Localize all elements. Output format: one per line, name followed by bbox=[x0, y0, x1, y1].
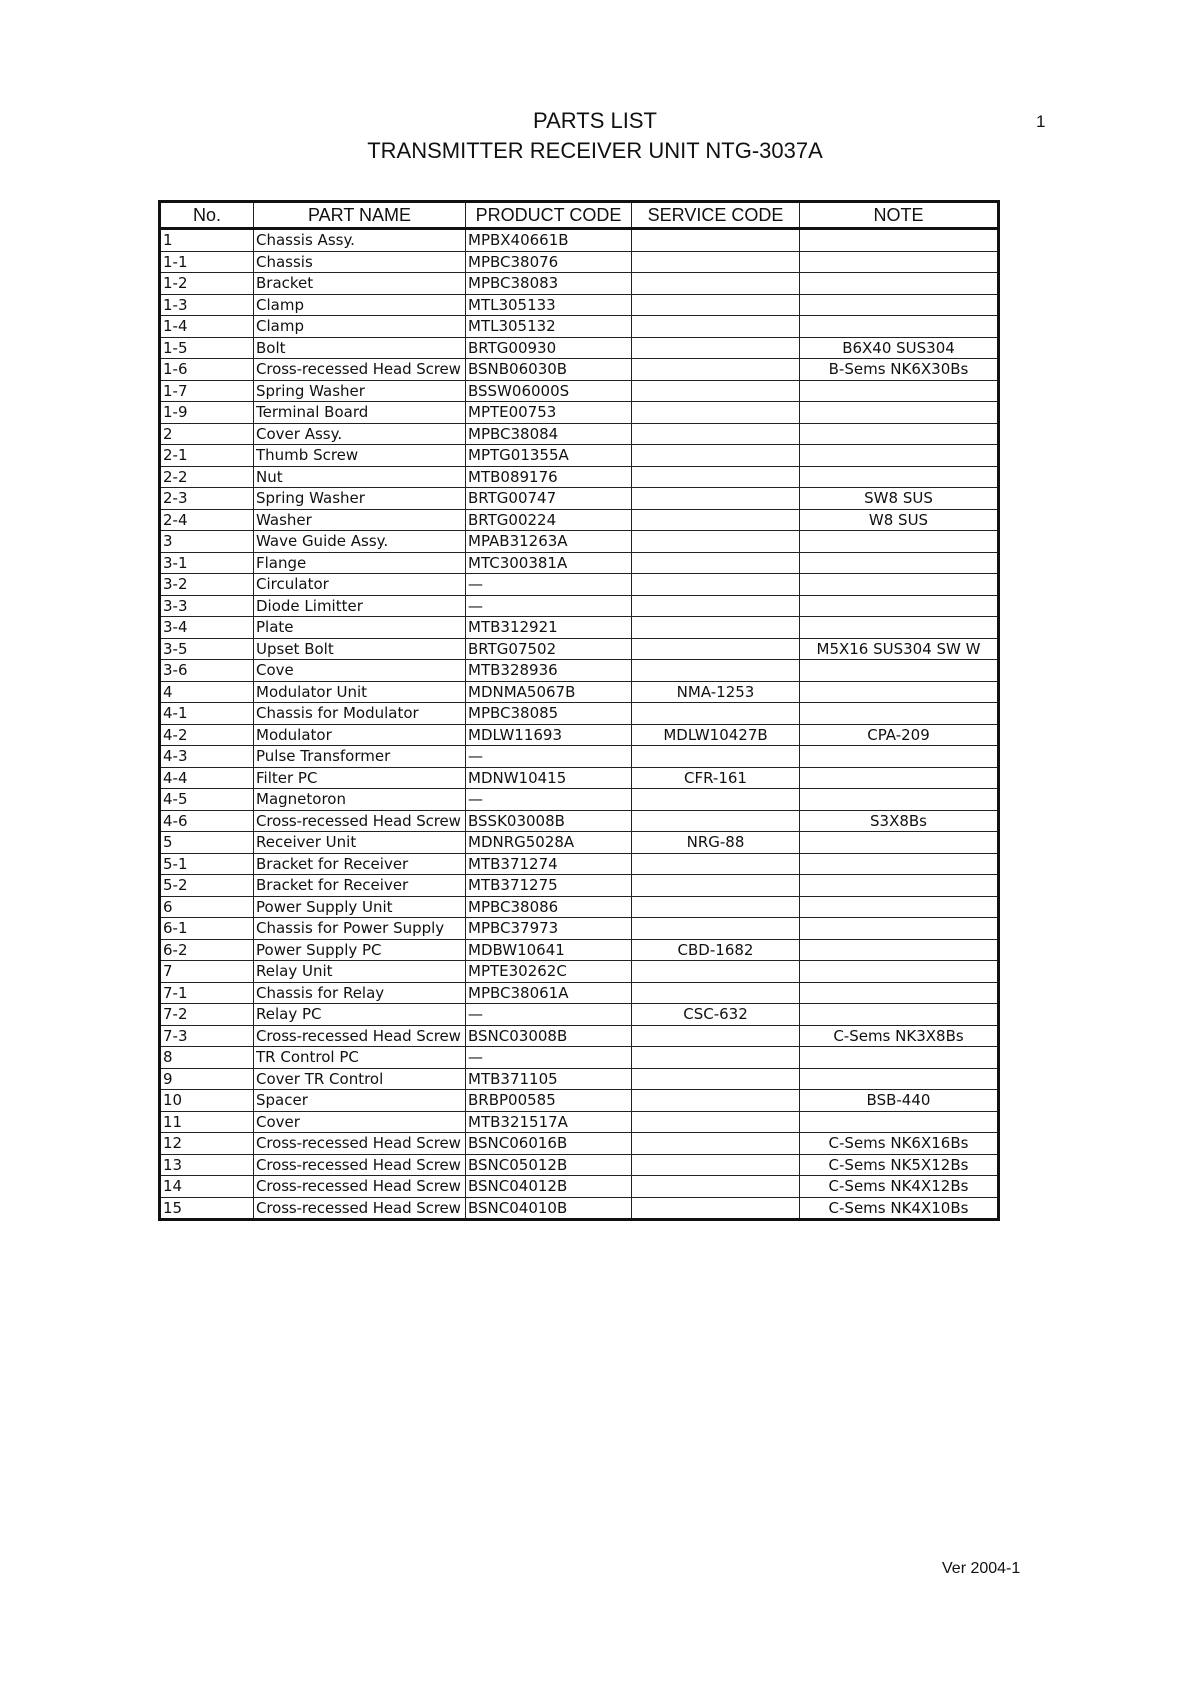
page-number: 1 bbox=[1036, 112, 1046, 131]
cell-part-name: Chassis for Modulator bbox=[254, 703, 466, 725]
table-header-row bbox=[160, 202, 999, 229]
cell-note bbox=[800, 789, 999, 811]
cell-no: 4-1 bbox=[160, 703, 254, 725]
cell-part-name: Cross-recessed Head Screw bbox=[254, 1197, 466, 1220]
version-label: Ver 2004-1 bbox=[942, 1560, 1021, 1577]
cell-note bbox=[800, 1004, 999, 1026]
cell-part-name: Relay Unit bbox=[254, 961, 466, 983]
cell-product-code: MPBC38083 bbox=[466, 273, 632, 295]
table-row bbox=[160, 1025, 999, 1047]
cell-part-name: Cross-recessed Head Screw bbox=[254, 1025, 466, 1047]
cell-service-code bbox=[632, 1154, 800, 1176]
cell-no: 5-2 bbox=[160, 875, 254, 897]
cell-product-code: MPAB31263A bbox=[466, 531, 632, 553]
cell-no: 6-2 bbox=[160, 939, 254, 961]
cell-note bbox=[800, 402, 999, 424]
table-row bbox=[160, 423, 999, 445]
cell-part-name: Chassis Assy. bbox=[254, 229, 466, 252]
table-row bbox=[160, 509, 999, 531]
cell-product-code: — bbox=[466, 1004, 632, 1026]
cell-service-code bbox=[632, 488, 800, 510]
cell-service-code bbox=[632, 982, 800, 1004]
cell-product-code: MPBC38085 bbox=[466, 703, 632, 725]
cell-service-code bbox=[632, 875, 800, 897]
cell-service-code bbox=[632, 423, 800, 445]
cell-service-code: CFR-161 bbox=[632, 767, 800, 789]
cell-product-code: MTL305132 bbox=[466, 316, 632, 338]
cell-part-name: Nut bbox=[254, 466, 466, 488]
table-row bbox=[160, 359, 999, 381]
cell-note: W8 SUS bbox=[800, 509, 999, 531]
table-row bbox=[160, 810, 999, 832]
column-header-product-code: PRODUCT CODE bbox=[466, 202, 632, 229]
cell-service-code bbox=[632, 660, 800, 682]
cell-part-name: Chassis for Power Supply bbox=[254, 918, 466, 940]
table-row bbox=[160, 1176, 999, 1198]
table-row bbox=[160, 1047, 999, 1069]
cell-service-code bbox=[632, 703, 800, 725]
cell-product-code: MPBC38086 bbox=[466, 896, 632, 918]
table-row bbox=[160, 552, 999, 574]
cell-note bbox=[800, 617, 999, 639]
cell-part-name: Spring Washer bbox=[254, 380, 466, 402]
cell-no: 4-6 bbox=[160, 810, 254, 832]
cell-service-code bbox=[632, 316, 800, 338]
cell-no: 10 bbox=[160, 1090, 254, 1112]
cell-no: 1-4 bbox=[160, 316, 254, 338]
cell-product-code: BSNC04010B bbox=[466, 1197, 632, 1220]
cell-no: 12 bbox=[160, 1133, 254, 1155]
cell-part-name: Thumb Screw bbox=[254, 445, 466, 467]
table-row bbox=[160, 896, 999, 918]
cell-part-name: Relay PC bbox=[254, 1004, 466, 1026]
cell-part-name: Wave Guide Assy. bbox=[254, 531, 466, 553]
cell-note: C-Sems NK4X10Bs bbox=[800, 1197, 999, 1220]
cell-no: 7-1 bbox=[160, 982, 254, 1004]
cell-product-code: BRTG00224 bbox=[466, 509, 632, 531]
cell-part-name: Terminal Board bbox=[254, 402, 466, 424]
table-row bbox=[160, 681, 999, 703]
cell-service-code bbox=[632, 337, 800, 359]
cell-note bbox=[800, 229, 999, 252]
cell-no: 2-1 bbox=[160, 445, 254, 467]
cell-note: S3X8Bs bbox=[800, 810, 999, 832]
cell-service-code bbox=[632, 251, 800, 273]
cell-note bbox=[800, 832, 999, 854]
cell-no: 8 bbox=[160, 1047, 254, 1069]
cell-service-code: MDLW10427B bbox=[632, 724, 800, 746]
table-row bbox=[160, 1133, 999, 1155]
cell-note bbox=[800, 1068, 999, 1090]
table-row bbox=[160, 1197, 999, 1220]
cell-note bbox=[800, 982, 999, 1004]
cell-product-code: MTB371275 bbox=[466, 875, 632, 897]
cell-service-code bbox=[632, 789, 800, 811]
cell-note bbox=[800, 294, 999, 316]
cell-note: C-Sems NK3X8Bs bbox=[800, 1025, 999, 1047]
table-row bbox=[160, 273, 999, 295]
cell-note bbox=[800, 1111, 999, 1133]
cell-no: 3-1 bbox=[160, 552, 254, 574]
cell-no: 4-3 bbox=[160, 746, 254, 768]
cell-part-name: TR Control PC bbox=[254, 1047, 466, 1069]
cell-product-code: MDNMA5067B bbox=[466, 681, 632, 703]
cell-no: 5-1 bbox=[160, 853, 254, 875]
cell-no: 15 bbox=[160, 1197, 254, 1220]
cell-service-code bbox=[632, 294, 800, 316]
table-row bbox=[160, 445, 999, 467]
parts-table bbox=[158, 200, 1000, 1221]
cell-service-code bbox=[632, 638, 800, 660]
cell-service-code bbox=[632, 359, 800, 381]
cell-no: 7 bbox=[160, 961, 254, 983]
cell-service-code: NMA-1253 bbox=[632, 681, 800, 703]
cell-part-name: Cove bbox=[254, 660, 466, 682]
cell-service-code bbox=[632, 961, 800, 983]
cell-part-name: Bracket bbox=[254, 273, 466, 295]
cell-note: M5X16 SUS304 SW W bbox=[800, 638, 999, 660]
cell-product-code: MTB371274 bbox=[466, 853, 632, 875]
cell-product-code: MPBC38061A bbox=[466, 982, 632, 1004]
table-row bbox=[160, 853, 999, 875]
cell-product-code: MDBW10641 bbox=[466, 939, 632, 961]
cell-no: 4-2 bbox=[160, 724, 254, 746]
table-row bbox=[160, 229, 999, 252]
cell-part-name: Cross-recessed Head Screw bbox=[254, 1133, 466, 1155]
cell-note: B-Sems NK6X30Bs bbox=[800, 359, 999, 381]
table-row bbox=[160, 982, 999, 1004]
cell-product-code: MTB089176 bbox=[466, 466, 632, 488]
cell-part-name: Chassis bbox=[254, 251, 466, 273]
cell-product-code: MPBC37973 bbox=[466, 918, 632, 940]
cell-note bbox=[800, 445, 999, 467]
cell-no: 14 bbox=[160, 1176, 254, 1198]
cell-part-name: Flange bbox=[254, 552, 466, 574]
cell-note: C-Sems NK6X16Bs bbox=[800, 1133, 999, 1155]
cell-service-code bbox=[632, 746, 800, 768]
table-row bbox=[160, 380, 999, 402]
cell-no: 5 bbox=[160, 832, 254, 854]
cell-service-code bbox=[632, 402, 800, 424]
cell-note bbox=[800, 316, 999, 338]
cell-no: 3-6 bbox=[160, 660, 254, 682]
cell-part-name: Bracket for Receiver bbox=[254, 853, 466, 875]
cell-part-name: Cross-recessed Head Screw bbox=[254, 810, 466, 832]
cell-service-code bbox=[632, 1176, 800, 1198]
cell-product-code: — bbox=[466, 1047, 632, 1069]
cell-no: 4-4 bbox=[160, 767, 254, 789]
cell-product-code: — bbox=[466, 595, 632, 617]
table-row bbox=[160, 337, 999, 359]
table-row bbox=[160, 660, 999, 682]
cell-note bbox=[800, 896, 999, 918]
cell-service-code bbox=[632, 918, 800, 940]
cell-note bbox=[800, 746, 999, 768]
cell-no: 2-2 bbox=[160, 466, 254, 488]
cell-no: 2 bbox=[160, 423, 254, 445]
column-header-note: NOTE bbox=[800, 202, 999, 229]
cell-no: 1-3 bbox=[160, 294, 254, 316]
cell-note bbox=[800, 466, 999, 488]
cell-part-name: Chassis for Relay bbox=[254, 982, 466, 1004]
cell-service-code bbox=[632, 380, 800, 402]
cell-note bbox=[800, 531, 999, 553]
cell-service-code bbox=[632, 1025, 800, 1047]
cell-no: 4 bbox=[160, 681, 254, 703]
cell-service-code: CSC-632 bbox=[632, 1004, 800, 1026]
cell-product-code: MPBC38084 bbox=[466, 423, 632, 445]
cell-product-code: MDLW11693 bbox=[466, 724, 632, 746]
cell-service-code bbox=[632, 552, 800, 574]
cell-product-code: BSSW06000S bbox=[466, 380, 632, 402]
table-row bbox=[160, 488, 999, 510]
cell-product-code: MDNW10415 bbox=[466, 767, 632, 789]
table-row bbox=[160, 767, 999, 789]
page-subtitle: TRANSMITTER RECEIVER UNIT NTG-3037A bbox=[367, 138, 823, 163]
cell-service-code bbox=[632, 273, 800, 295]
cell-no: 6 bbox=[160, 896, 254, 918]
cell-service-code bbox=[632, 853, 800, 875]
cell-no: 1-6 bbox=[160, 359, 254, 381]
cell-no: 3-4 bbox=[160, 617, 254, 639]
cell-product-code: MPBC38076 bbox=[466, 251, 632, 273]
table-row bbox=[160, 724, 999, 746]
table-row bbox=[160, 746, 999, 768]
cell-no: 1-2 bbox=[160, 273, 254, 295]
table-row bbox=[160, 466, 999, 488]
cell-part-name: Power Supply PC bbox=[254, 939, 466, 961]
cell-note bbox=[800, 939, 999, 961]
cell-product-code: BRTG00930 bbox=[466, 337, 632, 359]
cell-service-code: CBD-1682 bbox=[632, 939, 800, 961]
cell-note: SW8 SUS bbox=[800, 488, 999, 510]
cell-product-code: — bbox=[466, 574, 632, 596]
cell-note bbox=[800, 251, 999, 273]
table-row bbox=[160, 789, 999, 811]
cell-product-code: BRTG07502 bbox=[466, 638, 632, 660]
cell-note bbox=[800, 552, 999, 574]
cell-no: 1-7 bbox=[160, 380, 254, 402]
cell-note: C-Sems NK4X12Bs bbox=[800, 1176, 999, 1198]
cell-part-name: Filter PC bbox=[254, 767, 466, 789]
cell-part-name: Diode Limitter bbox=[254, 595, 466, 617]
cell-note bbox=[800, 574, 999, 596]
cell-note: C-Sems NK5X12Bs bbox=[800, 1154, 999, 1176]
table-row bbox=[160, 1068, 999, 1090]
cell-note bbox=[800, 853, 999, 875]
table-row bbox=[160, 1154, 999, 1176]
cell-product-code: MPTE00753 bbox=[466, 402, 632, 424]
cell-part-name: Cross-recessed Head Screw bbox=[254, 359, 466, 381]
cell-note: B6X40 SUS304 bbox=[800, 337, 999, 359]
table-row bbox=[160, 875, 999, 897]
cell-product-code: BSNC06016B bbox=[466, 1133, 632, 1155]
cell-product-code: MTL305133 bbox=[466, 294, 632, 316]
cell-part-name: Washer bbox=[254, 509, 466, 531]
cell-service-code bbox=[632, 810, 800, 832]
cell-no: 2-4 bbox=[160, 509, 254, 531]
cell-part-name: Plate bbox=[254, 617, 466, 639]
cell-note bbox=[800, 918, 999, 940]
cell-no: 11 bbox=[160, 1111, 254, 1133]
cell-service-code bbox=[632, 466, 800, 488]
cell-product-code: MTB328936 bbox=[466, 660, 632, 682]
cell-part-name: Circulator bbox=[254, 574, 466, 596]
cell-no: 7-3 bbox=[160, 1025, 254, 1047]
cell-note bbox=[800, 380, 999, 402]
cell-note bbox=[800, 660, 999, 682]
cell-product-code: BSNC03008B bbox=[466, 1025, 632, 1047]
cell-service-code bbox=[632, 509, 800, 531]
table-row bbox=[160, 918, 999, 940]
cell-service-code bbox=[632, 531, 800, 553]
cell-product-code: BRTG00747 bbox=[466, 488, 632, 510]
cell-product-code: MPTG01355A bbox=[466, 445, 632, 467]
cell-product-code: BSSK03008B bbox=[466, 810, 632, 832]
cell-product-code: MTB312921 bbox=[466, 617, 632, 639]
cell-part-name: Cover Assy. bbox=[254, 423, 466, 445]
cell-product-code: MTC300381A bbox=[466, 552, 632, 574]
table-row bbox=[160, 832, 999, 854]
cell-no: 1-9 bbox=[160, 402, 254, 424]
cell-product-code: MPTE30262C bbox=[466, 961, 632, 983]
cell-part-name: Spacer bbox=[254, 1090, 466, 1112]
cell-no: 9 bbox=[160, 1068, 254, 1090]
cell-note bbox=[800, 961, 999, 983]
cell-service-code bbox=[632, 1047, 800, 1069]
cell-no: 3-5 bbox=[160, 638, 254, 660]
cell-no: 4-5 bbox=[160, 789, 254, 811]
cell-service-code bbox=[632, 445, 800, 467]
cell-product-code: MTB371105 bbox=[466, 1068, 632, 1090]
cell-product-code: BSNC04012B bbox=[466, 1176, 632, 1198]
cell-product-code: MPBX40661B bbox=[466, 229, 632, 252]
cell-service-code bbox=[632, 1133, 800, 1155]
cell-note bbox=[800, 423, 999, 445]
table-row bbox=[160, 1090, 999, 1112]
cell-no: 13 bbox=[160, 1154, 254, 1176]
cell-product-code: BRBP00585 bbox=[466, 1090, 632, 1112]
cell-no: 3-2 bbox=[160, 574, 254, 596]
cell-part-name: Cross-recessed Head Screw bbox=[254, 1154, 466, 1176]
cell-note bbox=[800, 273, 999, 295]
cell-note bbox=[800, 703, 999, 725]
cell-part-name: Bracket for Receiver bbox=[254, 875, 466, 897]
cell-part-name: Receiver Unit bbox=[254, 832, 466, 854]
cell-note bbox=[800, 595, 999, 617]
page-title: PARTS LIST bbox=[533, 108, 657, 133]
cell-service-code bbox=[632, 595, 800, 617]
table-row bbox=[160, 316, 999, 338]
cell-note: CPA-209 bbox=[800, 724, 999, 746]
table-row bbox=[160, 617, 999, 639]
cell-product-code: — bbox=[466, 746, 632, 768]
cell-part-name: Power Supply Unit bbox=[254, 896, 466, 918]
cell-product-code: BSNB06030B bbox=[466, 359, 632, 381]
cell-no: 1-1 bbox=[160, 251, 254, 273]
table-row bbox=[160, 939, 999, 961]
cell-service-code bbox=[632, 1068, 800, 1090]
table-row bbox=[160, 402, 999, 424]
cell-part-name: Magnetoron bbox=[254, 789, 466, 811]
table-row bbox=[160, 961, 999, 983]
cell-note bbox=[800, 681, 999, 703]
cell-part-name: Cover TR Control bbox=[254, 1068, 466, 1090]
cell-product-code: MTB321517A bbox=[466, 1111, 632, 1133]
table-row bbox=[160, 638, 999, 660]
cell-note: BSB-440 bbox=[800, 1090, 999, 1112]
cell-service-code bbox=[632, 896, 800, 918]
cell-service-code bbox=[632, 617, 800, 639]
cell-service-code bbox=[632, 1111, 800, 1133]
cell-part-name: Spring Washer bbox=[254, 488, 466, 510]
cell-part-name: Clamp bbox=[254, 316, 466, 338]
cell-part-name: Cover bbox=[254, 1111, 466, 1133]
cell-no: 1-5 bbox=[160, 337, 254, 359]
table-row bbox=[160, 1004, 999, 1026]
cell-part-name: Modulator bbox=[254, 724, 466, 746]
table-row bbox=[160, 595, 999, 617]
column-header-no: No. bbox=[160, 202, 254, 229]
cell-part-name: Modulator Unit bbox=[254, 681, 466, 703]
cell-service-code bbox=[632, 1197, 800, 1220]
column-header-part-name: PART NAME bbox=[254, 202, 466, 229]
cell-note bbox=[800, 767, 999, 789]
table-row bbox=[160, 294, 999, 316]
cell-product-code: — bbox=[466, 789, 632, 811]
cell-no: 1 bbox=[160, 229, 254, 252]
cell-part-name: Pulse Transformer bbox=[254, 746, 466, 768]
cell-service-code bbox=[632, 229, 800, 252]
cell-note bbox=[800, 875, 999, 897]
cell-no: 2-3 bbox=[160, 488, 254, 510]
column-header-service-code: SERVICE CODE bbox=[632, 202, 800, 229]
cell-service-code bbox=[632, 1090, 800, 1112]
cell-part-name: Bolt bbox=[254, 337, 466, 359]
cell-service-code bbox=[632, 574, 800, 596]
cell-service-code: NRG-88 bbox=[632, 832, 800, 854]
parts-table-body bbox=[160, 229, 999, 1220]
cell-note bbox=[800, 1047, 999, 1069]
table-row bbox=[160, 251, 999, 273]
table-row bbox=[160, 531, 999, 553]
cell-part-name: Upset Bolt bbox=[254, 638, 466, 660]
cell-part-name: Clamp bbox=[254, 294, 466, 316]
cell-product-code: BSNC05012B bbox=[466, 1154, 632, 1176]
cell-no: 7-2 bbox=[160, 1004, 254, 1026]
table-row bbox=[160, 1111, 999, 1133]
table-row bbox=[160, 574, 999, 596]
cell-no: 6-1 bbox=[160, 918, 254, 940]
cell-no: 3 bbox=[160, 531, 254, 553]
cell-no: 3-3 bbox=[160, 595, 254, 617]
cell-product-code: MDNRG5028A bbox=[466, 832, 632, 854]
cell-part-name: Cross-recessed Head Screw bbox=[254, 1176, 466, 1198]
table-row bbox=[160, 703, 999, 725]
